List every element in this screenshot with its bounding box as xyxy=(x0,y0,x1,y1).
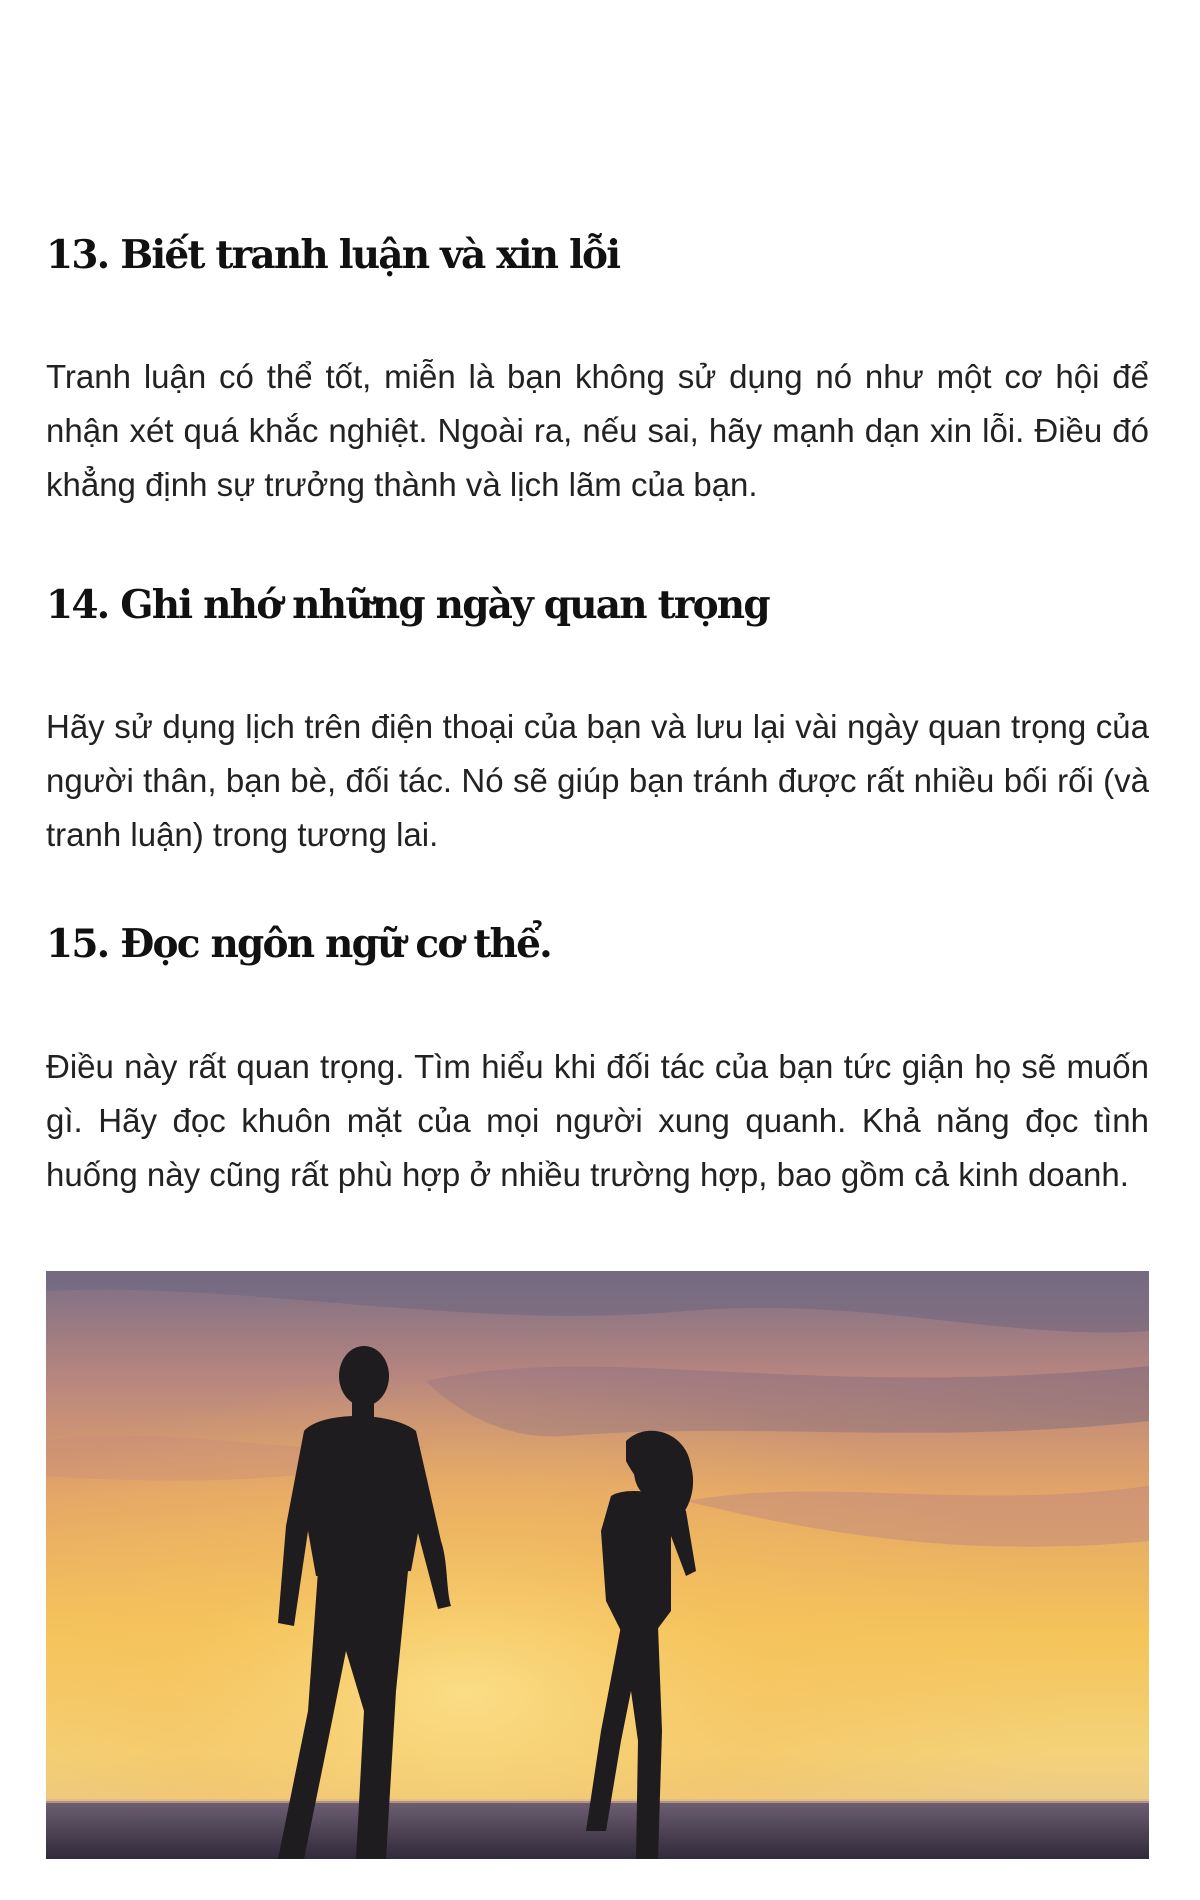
section-13-heading: 13. Biết tranh luận và xin lỗi xyxy=(46,232,620,278)
sunset-couple-silhouette-image xyxy=(46,1271,1149,1859)
section-15-body: Điều này rất quan trọng. Tìm hiểu khi đối tác của bạn tức giận họ sẽ muốn gì. Hãy đọc khuôn mặt của mọi người xung quanh. Khả năng đọc tình huống này cũng rất phù hợp ở nhiều trường hợp, bao gồm cả kinh doanh. xyxy=(46,1048,1149,1193)
section-13-body: Tranh luận có thể tốt, miễn là bạn không sử dụng nó như một cơ hội để nhận xét quá khắc nghiệt. Ngoài ra, nếu sai, hãy mạnh dạn xin lỗi. Điều đó khẳng định sự trưởng thành và lịch lãm của bạn. xyxy=(46,358,1149,503)
section-15-heading: 15. Đọc ngôn ngữ cơ thể. xyxy=(46,921,551,967)
section-14-heading: 14. Ghi nhớ những ngày quan trọng xyxy=(46,582,769,628)
sunset-couple-photo xyxy=(46,1271,1149,1859)
section-14-body: Hãy sử dụng lịch trên điện thoại của bạn và lưu lại vài ngày quan trọng của người thân, bạn bè, đối tác. Nó sẽ giúp bạn tránh được rất nhiều bối rối (và tranh luận) trong tương lai. xyxy=(46,708,1149,853)
